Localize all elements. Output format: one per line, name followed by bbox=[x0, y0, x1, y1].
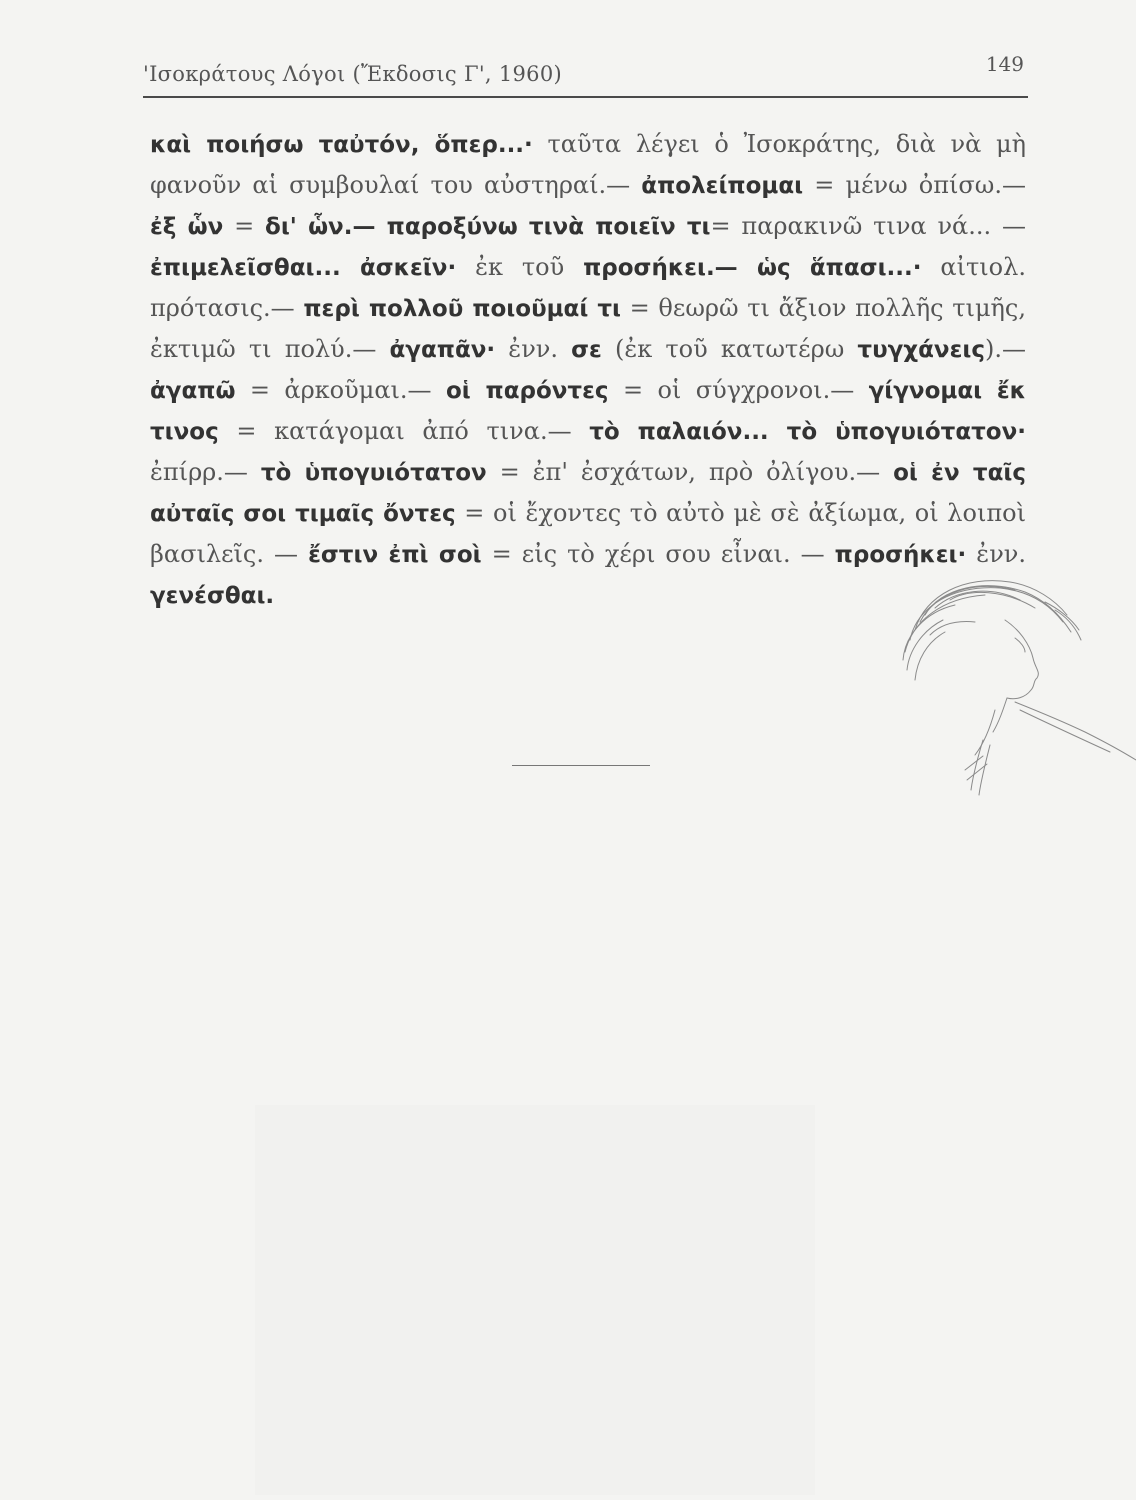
bold-term: τυγχάνεις bbox=[857, 337, 985, 363]
gloss-text: αἰτιολ. πρότασις.— bbox=[150, 253, 1026, 322]
bold-term: ἐπιμελεῖσθαι... ἀσκεῖν· bbox=[150, 255, 457, 281]
running-head bbox=[143, 52, 1028, 98]
bold-term: προσήκει· bbox=[834, 542, 967, 568]
gloss-text: = κατάγομαι ἀπό τινα.— bbox=[218, 417, 590, 445]
bold-term: ἀγαπᾶν· bbox=[389, 337, 496, 363]
gloss-text: ἐνν. bbox=[495, 335, 572, 363]
gloss-text: = bbox=[223, 212, 266, 240]
bold-term: προσήκει.— ὡς ἅπασι...· bbox=[583, 255, 922, 281]
gloss-text: = οἱ σύγχρονοι.— bbox=[608, 376, 869, 404]
bold-term: ἔστιν ἐπὶ σοὶ bbox=[308, 542, 482, 568]
gloss-text: ἐκ τοῦ bbox=[456, 253, 584, 281]
bold-term: οἱ ἐν ταῖς αὐταῖς σοι τιμαῖς ὄντες bbox=[150, 460, 1026, 527]
gloss-text: = ἐπ' ἐσχάτων, πρὸ ὀλίγου.— bbox=[486, 458, 894, 486]
bold-term: ἀγαπῶ bbox=[150, 378, 236, 404]
running-title: 'Ισοκράτους Λόγοι (Ἔκδοσις Γ', 1960) bbox=[143, 62, 562, 86]
page-number: 149 bbox=[985, 52, 1024, 76]
section-divider bbox=[512, 765, 650, 766]
bold-term: δι' ὧν.— παροξύνω τινὰ ποιεῖν τι bbox=[265, 214, 711, 240]
bold-term: ἐξ ὧν bbox=[150, 214, 224, 240]
bold-term: οἱ παρόντες bbox=[445, 378, 609, 404]
gloss-text: ταῦτα λέγει ὁ Ἰσοκράτης, διὰ νὰ μὴ φανοῦν αἱ συμβουλαί του αὐστηραί.— bbox=[150, 130, 1027, 199]
gloss-text: = οἱ ἔχοντες τὸ αὐτὸ μὲ σὲ ἀξίωμα, οἱ λοιποὶ βασιλεῖς. — bbox=[150, 499, 1026, 568]
bold-term: τὸ παλαιόν... τὸ ὑπογυιότατον· bbox=[589, 419, 1026, 445]
gloss-text: = εἰς τὸ χέρι σου εἶναι. — bbox=[481, 540, 835, 568]
bleed-through-area bbox=[255, 1105, 815, 1495]
gloss-text: = παρακινῶ τινα νά... — bbox=[710, 212, 1026, 240]
bold-term: γενέσθαι. bbox=[150, 583, 275, 609]
bold-term: περὶ πολλοῦ ποιοῦμαί τι bbox=[303, 296, 621, 322]
gloss-text: ἐνν. bbox=[966, 540, 1026, 568]
pencil-sketch-head-icon bbox=[895, 560, 1136, 810]
gloss-text: (ἐκ τοῦ κατωτέρω bbox=[601, 335, 858, 363]
bold-term: καὶ ποιήσω ταὐτόν, ὅπερ...· bbox=[150, 132, 533, 158]
gloss-text: = μένω ὀπίσω.— bbox=[803, 171, 1026, 199]
gloss-text: ).— bbox=[985, 335, 1026, 363]
bold-term: τὸ ὑπογυιότατον bbox=[260, 460, 487, 486]
gloss-text: = θεωρῶ τι ἄξιον πολλῆς τιμῆς, ἐκτιμῶ τι πολύ.— bbox=[150, 294, 1027, 363]
bold-term: γίγνομαι ἔκ τινος bbox=[150, 378, 1027, 445]
commentary-text bbox=[150, 124, 1026, 616]
bold-term: ἀπολείπομαι bbox=[641, 173, 804, 199]
gloss-text: = ἀρκοῦμαι.— bbox=[235, 376, 446, 404]
gloss-text: ἐπίρρ.— bbox=[150, 458, 261, 486]
bold-term: σε bbox=[571, 337, 602, 363]
